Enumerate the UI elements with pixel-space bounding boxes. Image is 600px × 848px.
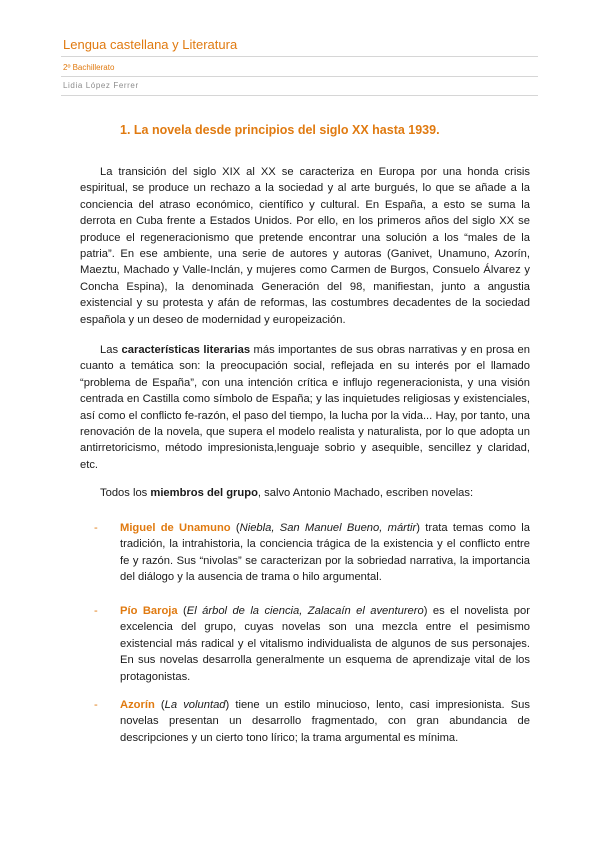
author-description: ) trata temas como la tradición, la intrahistoria, la conciencia trágica de la existencia y el conflicto entre fe y razón. Sus “nivolas” se caracterizan por la sobriedad narrativa, la importancia del diálogo y la ausencia de trama o hilo argumental. (120, 522, 530, 584)
header-course: 2º Bachillerato (63, 63, 115, 72)
paren: ( (177, 605, 187, 617)
list-dash: - (94, 699, 98, 711)
paren: ( (230, 522, 240, 534)
list-item-unamuno (94, 520, 530, 586)
characteristics-paragraph (80, 342, 530, 473)
author-name: Miguel de Unamuno (120, 522, 231, 534)
header-author: Lidia López Ferrer (63, 81, 139, 90)
intro-paragraph (80, 164, 530, 328)
characteristics-rest: más importantes de sus obras narrativas y en prosa en cuanto a temática son: la preocupación social, reflejada en su interés por el llamado “problema de España”, con una intención crítica e influjo regeneracionista, y una visión centrada en Castilla como símbolo de España; y las inquietudes religiosas y existenciales, así como el conflicto fe-razón, el paso del tiempo, la lucha por la vida... Hay, por tanto, una renovación de la novela, que supera el modelo realista y naturalista, por lo que adopta un antirretoricismo, método impresionista,lenguaje sobrio y asequible, sencillez y claridad, etc. (80, 344, 530, 471)
intro-paragraph-text: La transición del siglo XIX al XX se caracteriza en Europa por una honda crisis espiritual, se produce un rechazo a la sociedad y al arte burgués, lo que se añade a la conciencia del atraso económico, científico y cultural. En España, a esto se suma la derrota en Cuba frente a Estados Unidos. Por ello, en los primeros años del siglo XX se produce el regeneracionismo que pretende encontrar una solución a los “males de la patria”. En ese ambiente, una serie de autores y autoras (Ganivet, Unamuno, Azorín, Maeztu, Machado y Valle-Inclán, y mujeres como Carmen de Burgos, Consuelo Álvarez y Concha Espina), la denominada Generación del 98, manifiestan, junto a angustia existencial y su protesta y afán de reformas, las costumbres decadentes de la sociedad española y un deseo de modernidad y europeización. (80, 166, 530, 326)
list-dash: - (94, 522, 98, 534)
members-paragraph (80, 485, 530, 501)
works-title: El árbol de la ciencia, Zalacaín el aventurero (186, 605, 424, 617)
header-rule (61, 76, 538, 77)
list-dash: - (94, 605, 98, 617)
author-name: Azorín (120, 699, 155, 711)
author-name: Pío Baroja (120, 605, 178, 617)
members-rest: , salvo Antonio Machado, escriben novelas: (257, 487, 474, 499)
works-title: La voluntad (164, 699, 226, 711)
author-description: ) tiene un estilo minucioso, lento, casi impresionista. Sus novelas presentan un desarrollo fragmentado, con gran abundancia de descripciones y un cierto tono lírico; la trama argumental es mínima. (120, 699, 530, 744)
characteristics-bold: características literarias (121, 344, 251, 356)
header-title: Lengua castellana y Literatura (63, 37, 238, 52)
members-bold: miembros del grupo (150, 487, 258, 499)
header-rule (61, 95, 538, 96)
header-rule (61, 56, 538, 57)
works-title: Niebla, San Manuel Bueno, mártir (239, 522, 417, 534)
list-item-azorin (94, 697, 530, 746)
members-lead: Todos los (100, 487, 151, 499)
paren: ( (154, 699, 165, 711)
section-heading: 1. La novela desde principios del siglo XX hasta 1939. (120, 123, 440, 137)
characteristics-lead: Las (100, 344, 122, 356)
author-description: ) es el novelista por excelencia del grupo, cuyas novelas son una mezcla entre el pesimismo existencial más radical y el vitalismo individualista de algunos de sus personajes. En sus novelas desarrolla generalmente un esquema de aprendizaje vital de los protagonistas. (120, 605, 530, 683)
list-item-baroja (94, 603, 530, 685)
